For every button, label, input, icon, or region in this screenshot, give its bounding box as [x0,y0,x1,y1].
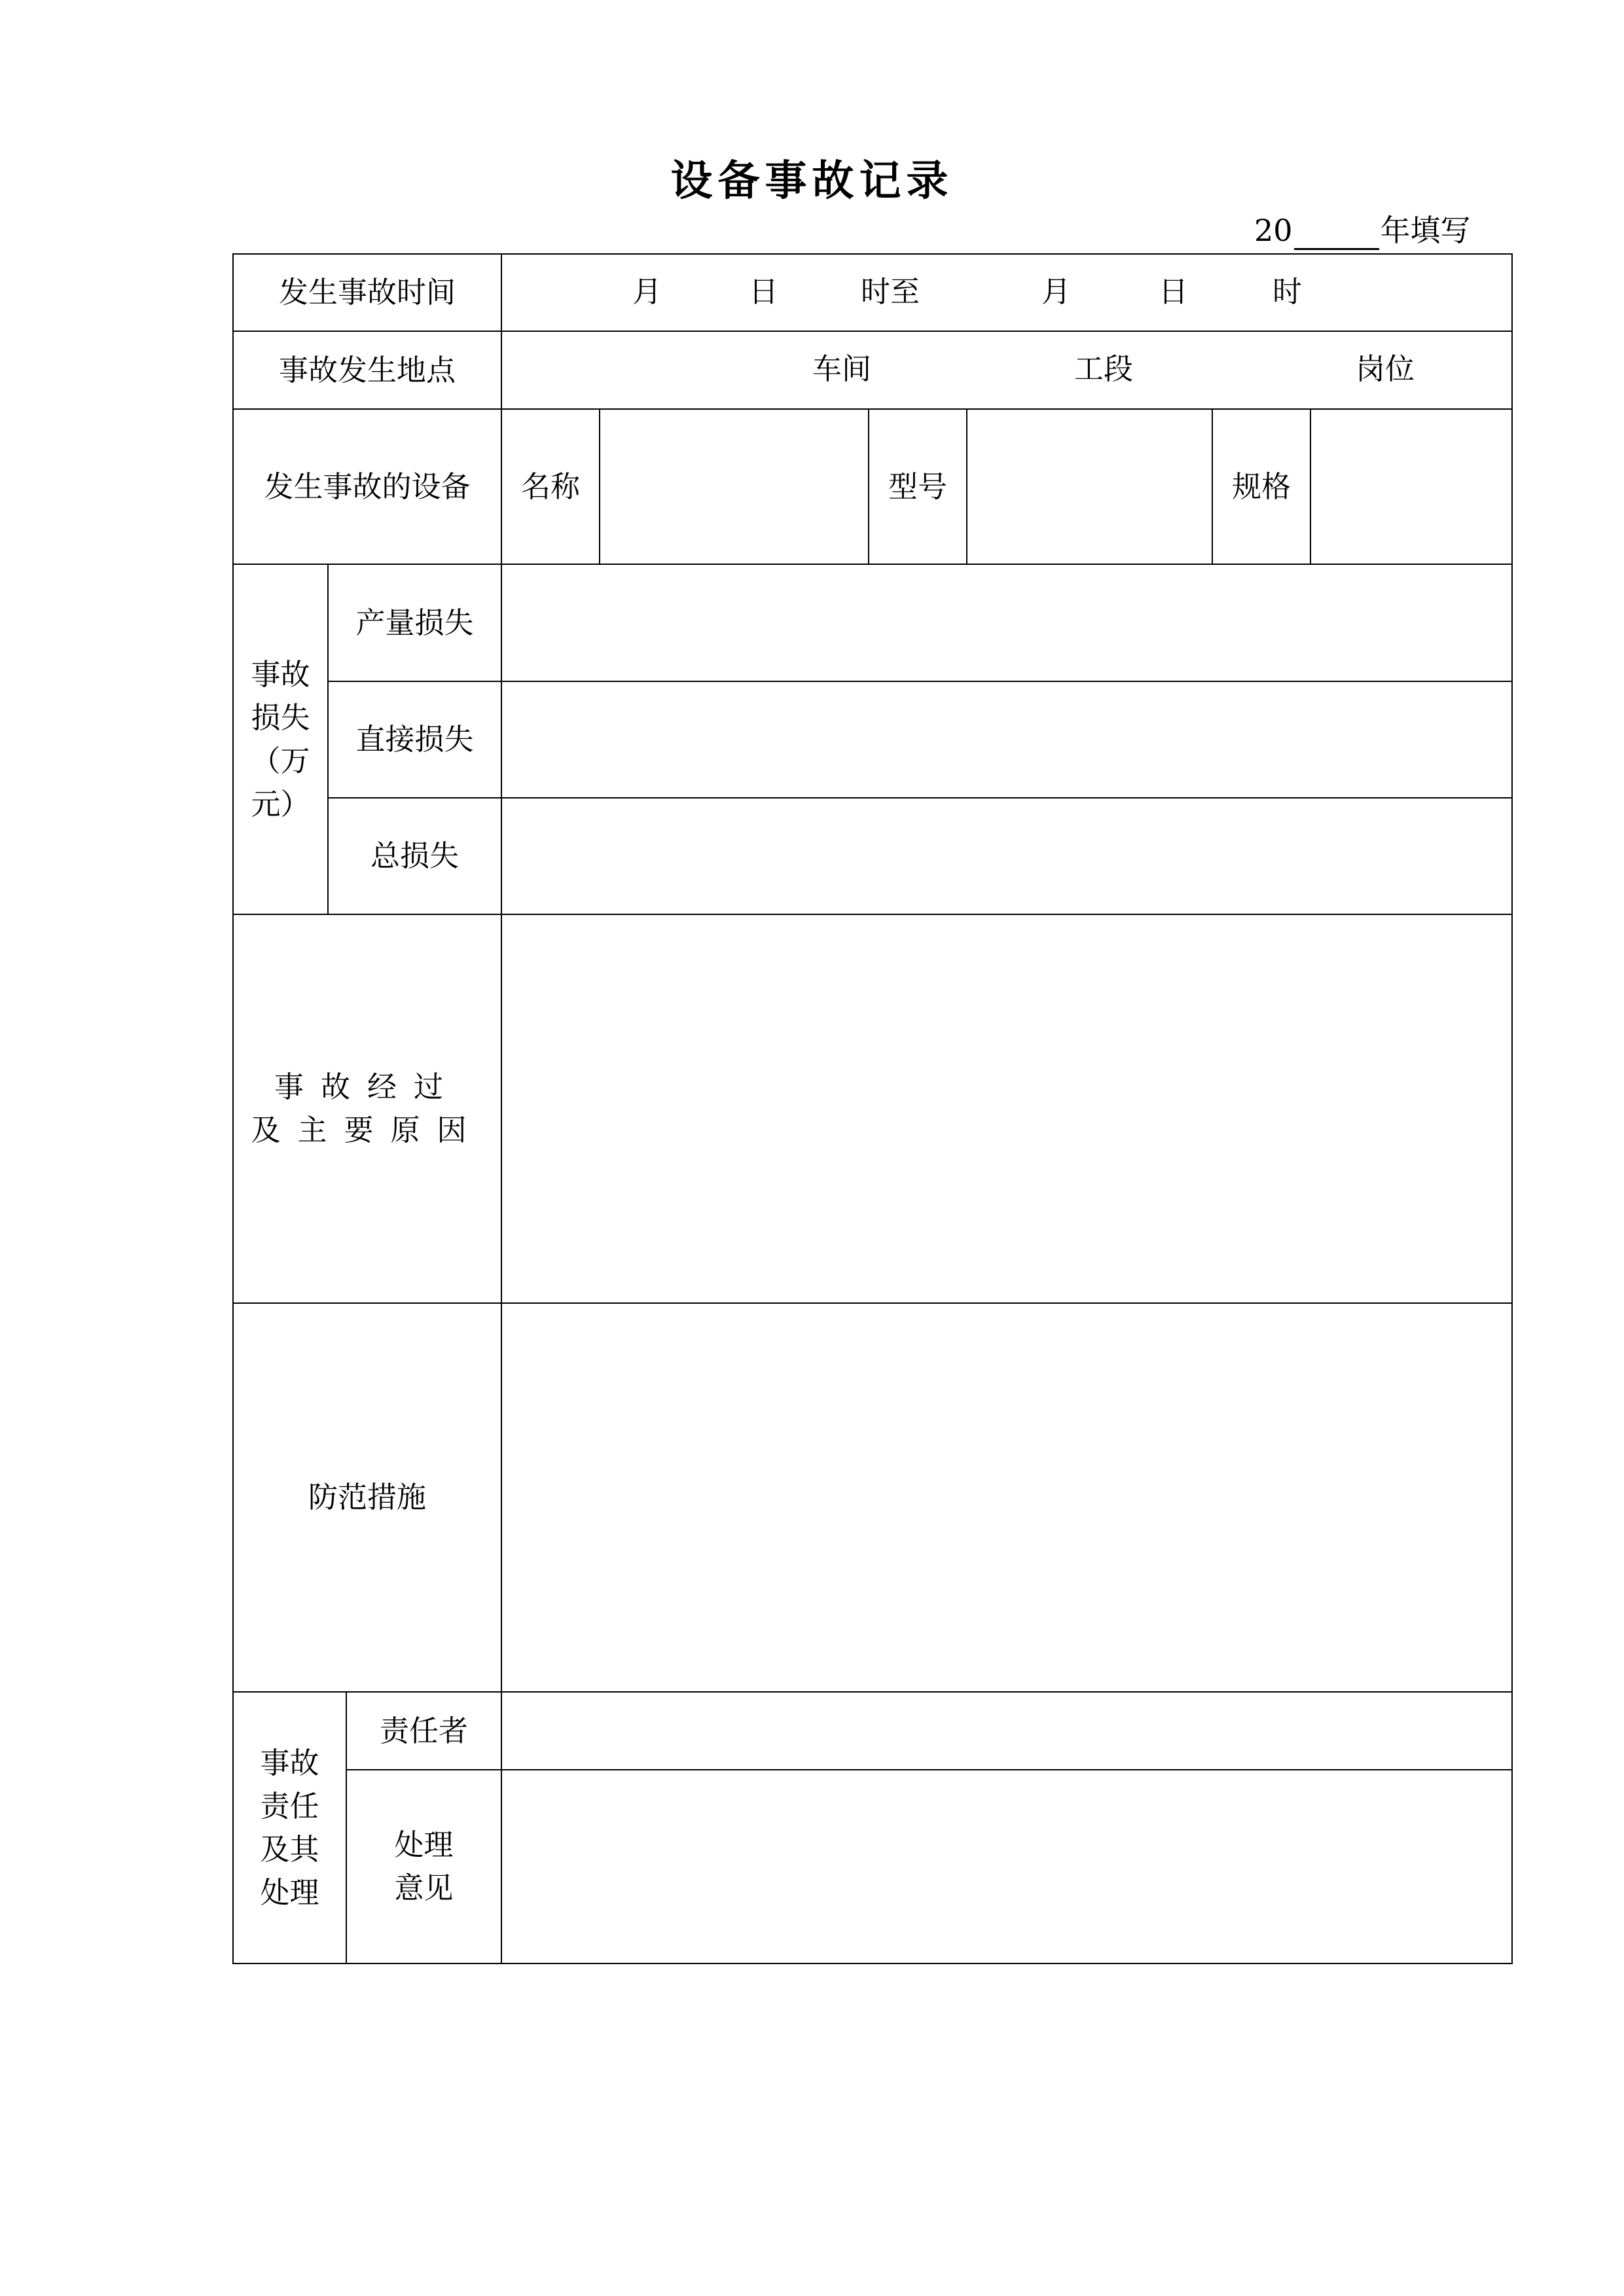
production-loss-label: 产量损失 [355,605,474,640]
total-loss-label: 总损失 [370,838,459,873]
responsibility-label: 事故 责任 及其 处理 [260,1745,319,1910]
accident-loss-label: 事故 损失 （万 元） [251,656,310,821]
accident-location-label: 事故发生地点 [278,352,456,387]
direct-loss-label: 直接损失 [355,722,474,757]
equipment-name-label: 名称 [520,469,580,504]
equipment-spec-field[interactable] [1311,410,1511,564]
responsible-person-label: 责任者 [379,1713,468,1748]
accident-process-label: 事故经过 及主要原因 [251,1069,484,1147]
year-blank[interactable] [1294,219,1379,250]
equipment-name-field[interactable] [600,410,868,564]
workshop-label: 车间 [812,351,872,386]
direct-loss-field[interactable] [502,682,1511,797]
handling-opinion-label: 处理 意见 [394,1827,454,1905]
equipment-model-field[interactable] [967,410,1212,564]
page-title: 设备事故记录 [670,156,954,206]
equipment-spec-label: 规格 [1231,469,1291,504]
year-fill-line [1254,211,1471,250]
time-day-end: 日 [1159,274,1189,309]
post-label: 岗位 [1356,351,1415,386]
handling-opinion-field[interactable] [502,1770,1511,1963]
time-day-start: 日 [749,274,779,309]
time-month-start: 月 [632,274,662,309]
prevention-field[interactable] [502,1304,1511,1691]
accident-process-field[interactable] [502,915,1511,1302]
production-loss-field[interactable] [502,565,1511,681]
time-hour-end: 时 [1272,274,1303,309]
equipment-label: 发生事故的设备 [264,469,471,504]
total-loss-field[interactable] [502,798,1511,914]
prevention-label: 防范措施 [308,1480,426,1515]
section-label: 工段 [1074,351,1134,386]
year-suffix: 年填写 [1380,213,1471,248]
equipment-model-label: 型号 [888,469,947,504]
year-prefix: 20 [1254,213,1293,248]
time-hour-to: 时至 [861,274,920,309]
responsible-person-field[interactable] [502,1693,1511,1769]
accident-time-label: 发生事故时间 [278,275,456,310]
time-month-end: 月 [1041,274,1072,309]
